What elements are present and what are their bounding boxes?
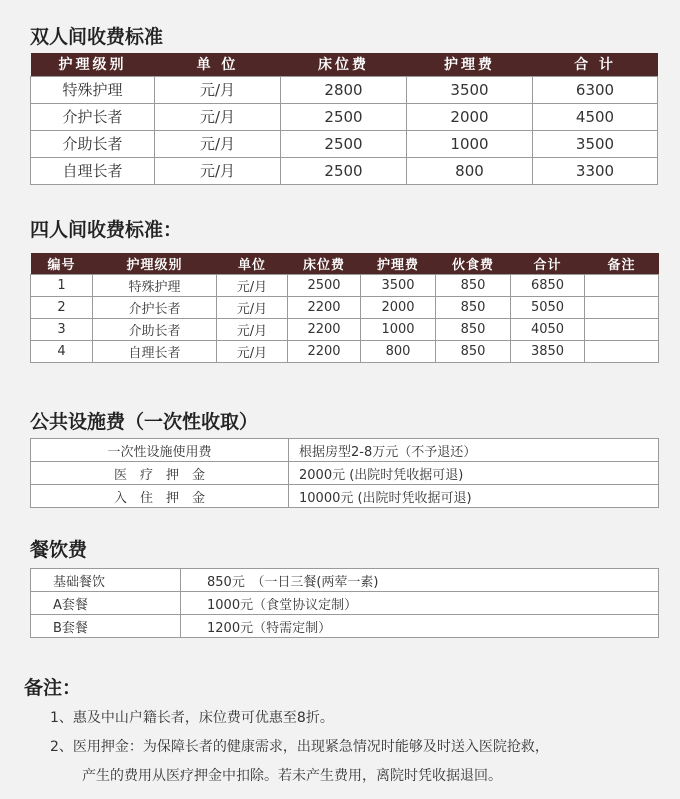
table-cell: 2200: [288, 318, 361, 340]
column-header: 护理费: [407, 53, 533, 76]
notes-title: 备注：: [24, 677, 82, 699]
note-line-2: 2、医用押金：为保障长者的健康需求，出现紧急情况时能够及时送入医院抢救，: [50, 739, 549, 755]
table-cell: 4500: [533, 103, 658, 130]
table-cell: 1000: [407, 130, 533, 157]
table-cell: 入 住 押 金: [31, 485, 289, 508]
note-line-1: 1、惠及中山户籍长者，床位费可优惠至8折。: [50, 710, 334, 726]
table-cell: 2: [31, 296, 93, 318]
table-cell: 800: [407, 157, 533, 184]
table-row: [31, 130, 658, 157]
facility-title: 公共设施费（一次性收取）: [30, 411, 259, 433]
table-cell: 元/月: [155, 103, 281, 130]
column-header: 护理费: [361, 253, 436, 274]
table-row: [31, 103, 658, 130]
table-cell: 2500: [281, 157, 407, 184]
table-row: [31, 615, 659, 638]
column-header: 单 位: [155, 53, 281, 76]
facility-table: [30, 438, 659, 508]
column-header: 单位: [217, 253, 288, 274]
table-cell: 3500: [407, 76, 533, 103]
table-row: [31, 157, 658, 184]
table-row: [31, 462, 659, 485]
table-cell: 3300: [533, 157, 658, 184]
table-row: [31, 439, 659, 462]
table-cell: 2200: [288, 296, 361, 318]
table-row: [31, 485, 659, 508]
column-header: 床位费: [288, 253, 361, 274]
table-cell: [585, 296, 659, 318]
column-header: 护理级别: [31, 53, 155, 76]
quad-room-table: [30, 253, 659, 363]
table-cell: 介助长者: [93, 318, 217, 340]
quad-room-title: 四人间收费标准：: [30, 219, 183, 241]
table-cell: 3: [31, 318, 93, 340]
column-header: 床位费: [281, 53, 407, 76]
table-cell: 介护长者: [93, 296, 217, 318]
double-room-table: [30, 53, 658, 185]
table-cell: [585, 274, 659, 296]
table-cell: 850: [436, 274, 511, 296]
table-cell: 元/月: [217, 274, 288, 296]
table-cell: 4050: [511, 318, 585, 340]
column-header: 伙食费: [436, 253, 511, 274]
table-cell: 6850: [511, 274, 585, 296]
table-cell: 1200元（特需定制）: [181, 615, 659, 638]
table-cell: 2500: [288, 274, 361, 296]
table-cell: 2000: [407, 103, 533, 130]
table-cell: 10000元 (出院时凭收据可退): [289, 485, 659, 508]
table-cell: 850: [436, 340, 511, 362]
meals-table: [30, 568, 659, 638]
column-header: 合计: [511, 253, 585, 274]
column-header: 备注: [585, 253, 659, 274]
table-cell: 元/月: [217, 340, 288, 362]
table-cell: 元/月: [155, 130, 281, 157]
table-row: [31, 592, 659, 615]
table-cell: A套餐: [31, 592, 181, 615]
table-cell: 3500: [361, 274, 436, 296]
note-line-3: 产生的费用从医疗押金中扣除。若未产生费用，离院时凭收据退回。: [82, 768, 502, 784]
table-cell: 介助长者: [31, 130, 155, 157]
table-cell: 3850: [511, 340, 585, 362]
table-row: [31, 274, 659, 296]
table-cell: 特殊护理: [31, 76, 155, 103]
double-room-title: 双人间收费标准: [30, 26, 164, 48]
table-cell: 4: [31, 340, 93, 362]
table-cell: 2500: [281, 103, 407, 130]
table-cell: 元/月: [217, 296, 288, 318]
table-cell: 1000元（食堂协议定制）: [181, 592, 659, 615]
table-cell: 3500: [533, 130, 658, 157]
table-cell: 根据房型2-8万元（不予退还）: [289, 439, 659, 462]
table-row: [31, 318, 659, 340]
table-cell: 特殊护理: [93, 274, 217, 296]
table-cell: 2800: [281, 76, 407, 103]
table-cell: 800: [361, 340, 436, 362]
table-cell: 850: [436, 296, 511, 318]
table-row: [31, 76, 658, 103]
column-header: 护理级别: [93, 253, 217, 274]
table-cell: 元/月: [155, 157, 281, 184]
table-cell: [585, 318, 659, 340]
table-cell: 1: [31, 274, 93, 296]
table-cell: 一次性设施使用费: [31, 439, 289, 462]
table-row: [31, 340, 659, 362]
table-cell: 介护长者: [31, 103, 155, 130]
table-cell: 5050: [511, 296, 585, 318]
meals-title: 餐饮费: [30, 539, 88, 561]
table-cell: 6300: [533, 76, 658, 103]
table-cell: 850: [436, 318, 511, 340]
table-cell: 2000元 (出院时凭收据可退): [289, 462, 659, 485]
table-cell: [585, 340, 659, 362]
table-cell: 基础餐饮: [31, 569, 181, 592]
table-cell: 2200: [288, 340, 361, 362]
table-cell: 元/月: [217, 318, 288, 340]
table-cell: 元/月: [155, 76, 281, 103]
table-cell: 自理长者: [31, 157, 155, 184]
table-row: [31, 296, 659, 318]
table-cell: 医 疗 押 金: [31, 462, 289, 485]
column-header: 合 计: [533, 53, 658, 76]
table-cell: 自理长者: [93, 340, 217, 362]
table-cell: 2500: [281, 130, 407, 157]
table-cell: 2000: [361, 296, 436, 318]
table-cell: 850元 （一日三餐(两荤一素): [181, 569, 659, 592]
column-header: 编号: [31, 253, 93, 274]
table-cell: 1000: [361, 318, 436, 340]
table-cell: B套餐: [31, 615, 181, 638]
table-row: [31, 569, 659, 592]
